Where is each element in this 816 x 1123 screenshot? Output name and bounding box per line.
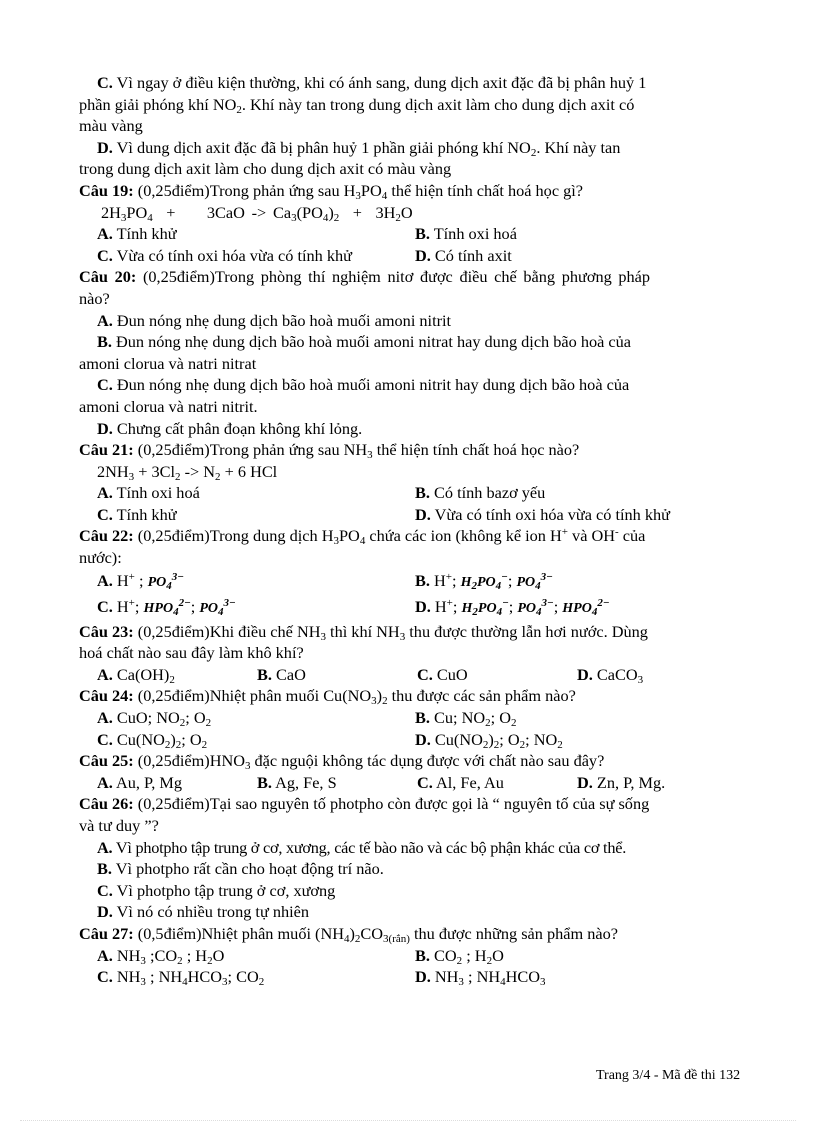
q22-options-cd [79, 595, 751, 621]
q26-stem-cont: và tư duy ”? [79, 816, 159, 835]
q23-stem-cont: hoá chất nào sau đây làm khô khí? [79, 643, 304, 663]
q21-option-d[interactable]: D. Vừa có tính oxi hóa vừa có tính khử [415, 504, 670, 524]
q25-stem: Câu 25: $(0,25điểm)HNO_3$ đặc nguội không tác dụng được với chất nào sau đây? [79, 751, 605, 773]
q18-option-d-cont: trong dung dịch axit làm cho dung dịch axit có màu vàng [79, 159, 452, 179]
q25-option-d[interactable]: D. Zn, P, Mg. [577, 772, 666, 792]
q22-options-ab [79, 569, 751, 595]
q20-option-b[interactable]: B. Đun nóng nhẹ dung dịch bão hoà muối amoni nitrat hay dung dịch bão hoà của [97, 332, 632, 352]
q21-options-ab [79, 482, 751, 504]
q24-stem: Câu 24: (0,25điểm)Nhiệt phân muối $Cu(NO_3)_2$ thu được các sản phẩm nào? [79, 686, 576, 708]
q27-options-cd [79, 966, 751, 988]
bottom-divider [20, 1120, 796, 1121]
q21-option-a[interactable]: A. Tính oxi hoá [97, 483, 200, 503]
q19-stem: Câu 19: (0,25điểm)Trong phản ứng sau $H_3PO_4$ thể hiện tính chất hoá học gì? [79, 180, 584, 202]
q23-option-a[interactable]: A. $Ca(OH)_2$ [97, 664, 175, 686]
q18-option-c-cont2: màu vàng [79, 116, 143, 136]
q21-stem: Câu 21: (0,25điểm)Trong phản ứng sau $NH_3$ thể hiện tính chất hoá học nào? [79, 440, 580, 462]
q22-stem-cont: nước): [79, 548, 122, 568]
q25-options [79, 772, 751, 794]
q25-option-c[interactable]: C. Al, Fe, Au [417, 772, 504, 792]
q26-option-c[interactable]: C. Vì photpho tập trung ở cơ, xương [97, 880, 336, 900]
q24-options-ab [79, 707, 751, 729]
q23-stem: Câu 23: (0,25điểm)Khi điều chế $NH_3$ thì khí $NH_3$ thu được thường lẫn hơi nước. Dùng [79, 621, 648, 643]
q18-option-c: C. Vì ngay ở điều kiện thường, khi có ánh sang, dung dịch axit đặc đã bị phân huỷ 1 [97, 73, 647, 92]
q19-options-ab [79, 223, 751, 245]
q18-option-d: D. Vì dung dịch axit đặc đã bị phân huỷ 1 phần giải phóng khí $NO_2$. Khí này tan [97, 137, 621, 159]
q27-options-ab [79, 945, 751, 967]
q20-stem: Câu 20: (0,25điểm)Trong phòng thí nghiệm nitơ được điều chế bằng phương pháp [79, 267, 651, 287]
q26-option-b[interactable]: B. Vì photpho rất cần cho hoạt động trí não. [97, 859, 384, 879]
q19-options-cd [79, 245, 751, 267]
q23-option-c[interactable]: C. CuO [417, 664, 468, 684]
q27-stem: Câu 27: (0,5điểm)Nhiệt phân muối $(NH_4)_2CO_{3(rắn)}$ thu được những sản phẩm nào? [79, 923, 618, 945]
q22-stem: Câu 22: (0,25điểm)Trong dung dịch $H_3PO_4$ chứa các ion (không kể ion H+ và OH- của [79, 526, 646, 548]
q19-option-d[interactable]: D. Có tính axit [415, 245, 512, 265]
q22-option-c[interactable]: C. H+; $HPO_4^{2-}$; $PO_4^{3-}$ [97, 596, 236, 618]
q26-stem: Câu 26: (0,25điểm)Tại sao nguyên tố photpho còn được gọi là “ nguyên tố của sự sống [79, 794, 650, 814]
q25-option-b[interactable]: B. Ag, Fe, S [257, 772, 337, 792]
q26-option-d[interactable]: D. Vì nó có nhiều trong tự nhiên [97, 902, 310, 922]
q20-option-a[interactable]: A. Đun nóng nhẹ dung dịch bão hoà muối amoni nitrit [97, 310, 452, 330]
q26-option-a[interactable]: A. Vì photpho tập trung ở cơ, xương, các tế bào não và các bộ phận khác của cơ thể. [97, 837, 627, 857]
q21-option-c[interactable]: C. Tính khử [97, 504, 177, 524]
q27-option-a[interactable]: A. $NH_3$ $;CO_2$ ; $H_2O$ [97, 945, 225, 967]
q20-option-d[interactable]: D. Chưng cất phân đoạn không khí lỏng. [97, 418, 363, 438]
q22-option-b[interactable]: B. H+; $H_2PO_4^-$; $PO_4^{3-}$ [415, 570, 553, 592]
q18-option-c-cont: phần giải phóng khí $NO_2$. Khí này tan trong dung dịch axit làm cho dung dịch axit có [79, 94, 635, 116]
q23-option-d[interactable]: D. CaCO$_3$ [577, 664, 644, 686]
q27-option-c[interactable]: C. $NH_3$ ; $NH_4HCO_3$; $CO_2$ [97, 967, 265, 989]
q20-option-c[interactable]: C. Đun nóng nhẹ dung dịch bão hoà muối amoni nitrit hay dung dịch bão hoà của [97, 375, 630, 395]
q27-option-d[interactable]: D. $NH_3$ ; $NH_4HCO_3$ [415, 967, 546, 989]
q20-option-b-cont: amoni clorua và natri nitrat [79, 353, 257, 373]
q21-equation: $2NH_3 + 3Cl_2 -> N_2 + 6$ HCl [97, 461, 278, 483]
q24-option-c[interactable]: C. $Cu(NO_2)_2$; $O_2$ [97, 729, 208, 751]
q22-option-a[interactable]: A. H+ ; $PO_4^{3-}$ [97, 570, 184, 592]
q23-options [79, 664, 751, 686]
q23-option-b[interactable]: B. CaO [257, 664, 306, 684]
page-footer: Trang 3/4 - Mã đề thi 132 [596, 1068, 741, 1083]
q24-options-cd [79, 729, 751, 751]
q20-option-c-cont: amoni clorua và natri nitrit. [79, 396, 258, 416]
q25-option-a[interactable]: A. Au, P, Mg [97, 772, 183, 792]
q20-stem-cont: nào? [79, 288, 110, 308]
exam-page [79, 72, 751, 988]
q19-option-a[interactable]: A. Tính khử [97, 224, 177, 244]
q21-option-b[interactable]: B. Có tính bazơ yếu [415, 483, 546, 503]
q21-options-cd [79, 504, 751, 526]
q24-option-a[interactable]: A. CuO; $NO_2$; $O_2$ [97, 708, 212, 730]
q19-option-c[interactable]: C. Vừa có tính oxi hóa vừa có tính khử [97, 245, 352, 265]
q24-option-d[interactable]: D. $Cu(NO_2)_2$; $O_2$; $NO_2$ [415, 729, 563, 751]
q22-option-d[interactable]: D. H+; $H_2PO_4^-$; $PO_4^{3-}$; $HPO_4^{2-}$ [415, 596, 610, 618]
q27-option-b[interactable]: B. $CO_2$ ; $H_2O$ [415, 945, 504, 967]
q19-option-b[interactable]: B. Tính oxi hoá [415, 224, 517, 244]
q19-equation: $2H_3PO_4 + 3CaO -> Ca_3(PO_4)_2 + 3H_2O$ [101, 202, 413, 224]
q24-option-b[interactable]: B. Cu; $NO_2$; $O_2$ [415, 708, 517, 730]
